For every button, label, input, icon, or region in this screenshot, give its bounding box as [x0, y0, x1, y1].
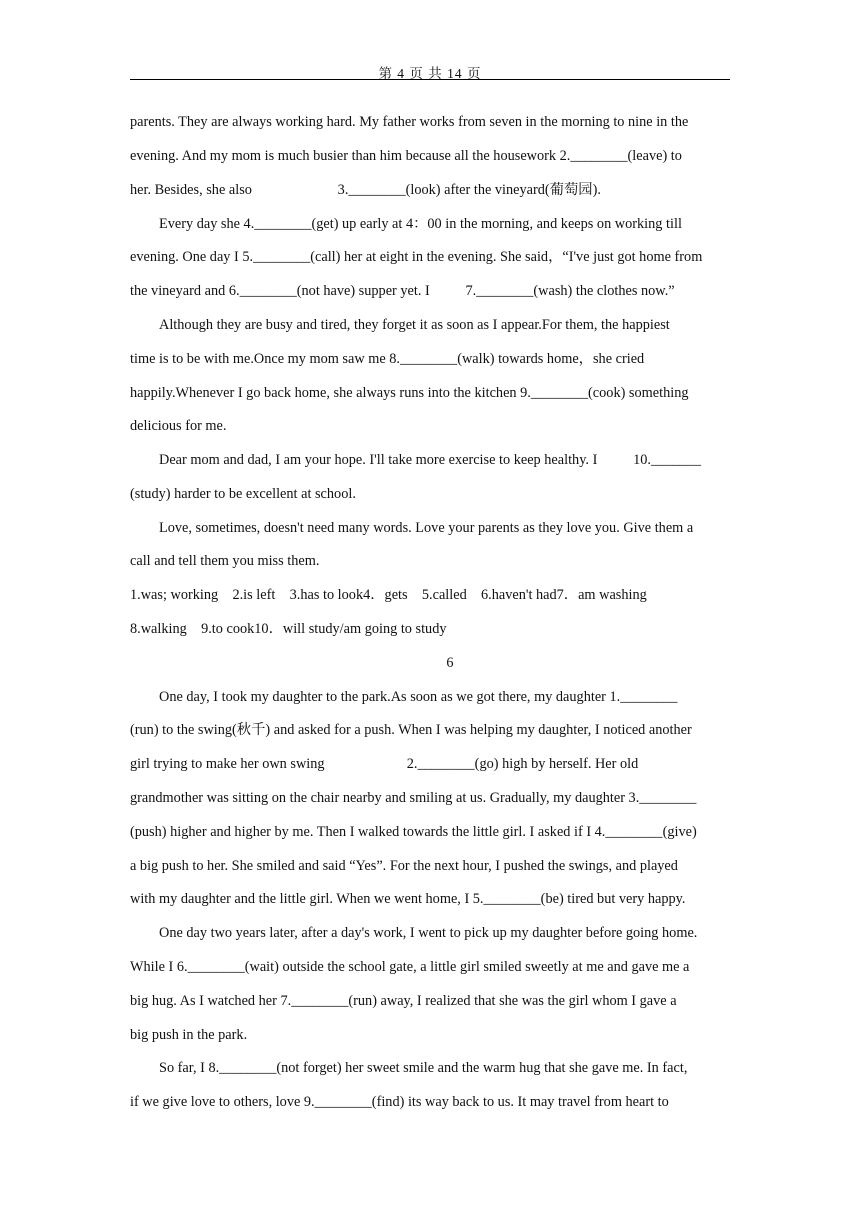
- answer-key-line: 1.was; working 2.is left 3.has to look4．gets 5.called 6.haven't had7．am washing: [130, 587, 647, 603]
- text-line: Love, sometimes, doesn't need many words. Love your parents as they love you. Give them a: [159, 520, 694, 536]
- text-line: grandmother was sitting on the chair nearby and smiling at us. Gradually, my daughter 3.________: [130, 790, 697, 806]
- text-line: Every day she 4.________(get) up early at 4：00 in the morning, and keeps on working till: [159, 216, 682, 232]
- text-line: girl trying to make her own swing 2.________(go) high by herself. Her old: [130, 756, 639, 772]
- text-line: (push) higher and higher by me. Then I walked towards the little girl. I asked if I 4.________(give): [130, 824, 697, 840]
- text-line: (study) harder to be excellent at school.: [130, 486, 356, 502]
- text-line: big push in the park.: [130, 1027, 248, 1043]
- page-header: 第 4 页 共 14 页: [378, 66, 482, 81]
- text-line: big hug. As I watched her 7.________(run) away, I realized that she was the girl whom I gave a: [130, 993, 677, 1009]
- answer-key-line: 8.walking 9.to cook10．will study/am going to study: [130, 621, 447, 637]
- text-line: Dear mom and dad, I am your hope. I'll take more exercise to keep healthy. I 10._______: [159, 452, 701, 468]
- section-number: 6: [446, 655, 454, 671]
- text-line: One day two years later, after a day's work, I went to pick up my daughter before going home.: [159, 925, 698, 941]
- text-line: time is to be with me.Once my mom saw me 8.________(walk) towards home，she cried: [130, 351, 645, 367]
- text-line: the vineyard and 6.________(not have) supper yet. I 7.________(wash) the clothes now.”: [130, 283, 675, 299]
- text-line: evening. One day I 5.________(call) her at eight in the evening. She said，“I've just got home from: [130, 249, 703, 265]
- header-rule: [130, 79, 730, 80]
- text-line: parents. They are always working hard. My father works from seven in the morning to nine in the: [130, 114, 689, 130]
- text-line: if we give love to others, love 9.________(find) its way back to us. It may travel from heart to: [130, 1094, 669, 1110]
- text-line: One day, I took my daughter to the park.As soon as we got there, my daughter 1.________: [159, 689, 678, 705]
- text-line: with my daughter and the little girl. When we went home, I 5.________(be) tired but very happy.: [130, 891, 686, 907]
- text-line: So far, I 8.________(not forget) her sweet smile and the warm hug that she gave me. In fact,: [159, 1060, 688, 1076]
- text-line: Although they are busy and tired, they forget it as soon as I appear.For them, the happiest: [159, 317, 670, 333]
- text-line: While I 6.________(wait) outside the school gate, a little girl smiled sweetly at me and gave me a: [130, 959, 690, 975]
- text-line: (run) to the swing(秋千) and asked for a push. When I was helping my daughter, I noticed another: [130, 722, 692, 738]
- text-line: a big push to her. She smiled and said “Yes”. For the next hour, I pushed the swings, and played: [130, 858, 678, 874]
- text-line: her. Besides, she also 3.________(look) after the vineyard(葡萄园).: [130, 182, 601, 198]
- text-line: delicious for me.: [130, 418, 227, 434]
- text-line: call and tell them you miss them.: [130, 553, 320, 569]
- text-line: happily.Whenever I go back home, she always runs into the kitchen 9.________(cook) something: [130, 385, 689, 401]
- text-line: evening. And my mom is much busier than him because all the housework 2.________(leave) to: [130, 148, 682, 164]
